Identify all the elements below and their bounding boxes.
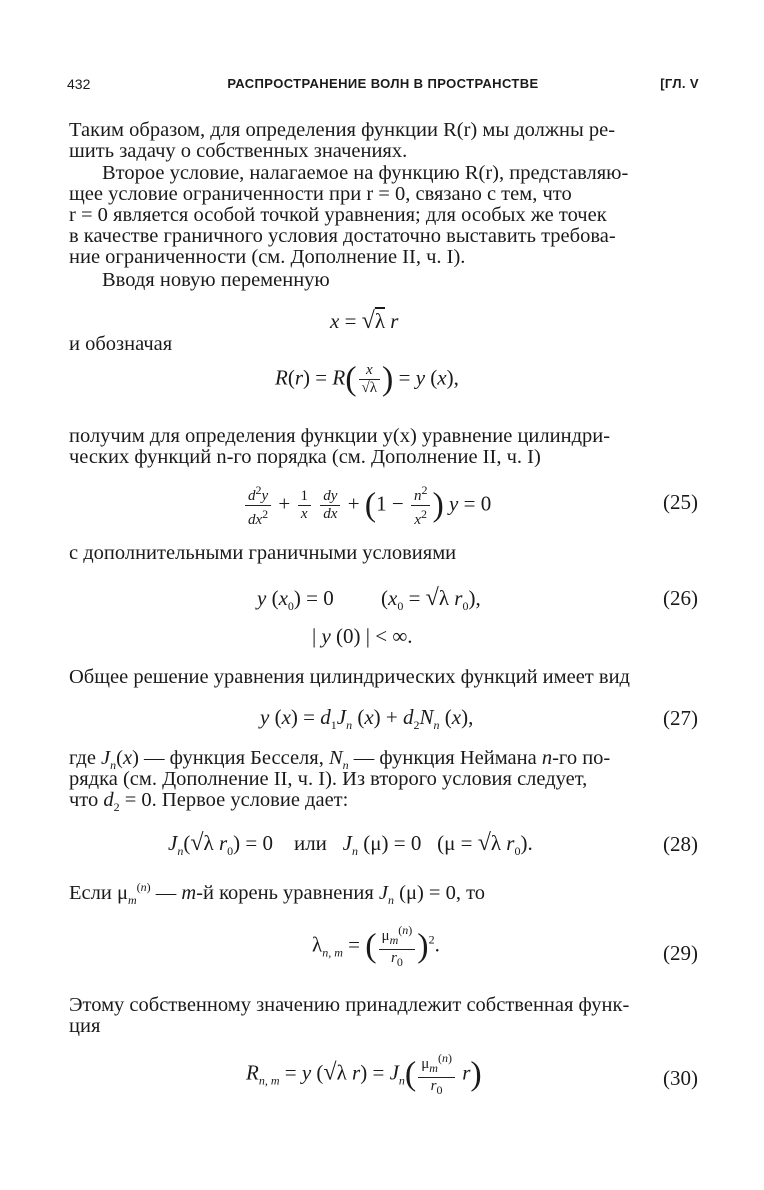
text-line: щее условие ограниченности при r = 0, связано с тем, что — [69, 183, 572, 205]
text-line: Общее решение уравнения цилиндрических функций имеет вид — [69, 666, 630, 688]
text-line: Таким образом, для определения функции R(r) мы должны ре- — [69, 119, 616, 141]
equation-26-boundary: y $(x_0) = 0$ ($x_0 = √\lambda$ $r_0$), — [257, 585, 481, 614]
equation-30: $R_{n, m} = y$ (√λ $r) = J_n$( $\frac{\mu_m^{(n)}}{r_0}$ r) — [246, 1051, 482, 1097]
paragraph-3 — [69, 270, 701, 291]
equation-25: $\frac{d^2y}{dx^2}$ + $\frac{1}{x}$ $\frac{dy}{dx}$ + (1 − $\frac{n^2}{x^2}$ ) y = 0 — [243, 482, 491, 529]
paragraph-9 — [69, 877, 701, 907]
text-line: Вводя новую переменную — [102, 269, 330, 291]
text-line: Этому собственному значению принадлежит собственная функ- — [69, 994, 630, 1016]
paragraph-2 — [69, 163, 701, 268]
running-title: РАСПРОСТРАНЕНИЕ ВОЛН В ПРОСТРАНСТВЕ — [227, 76, 539, 91]
paragraph-8 — [69, 747, 701, 815]
paragraph-1 — [69, 120, 701, 162]
text-line: ческих функций n-го порядка (см. Дополнение II, ч. I) — [69, 446, 541, 468]
paragraph-4 — [69, 334, 701, 355]
chapter-marker: [ГЛ. V — [660, 76, 699, 91]
paragraph-5 — [69, 426, 701, 468]
text-line: с дополнительными граничными условиями — [69, 542, 457, 564]
text-line: получим для определения функции y(x) уравнение цилиндри- — [69, 425, 611, 447]
equation-29: $\lambda_{n, m}$ = ( $\frac{\mu_m^{(n)}}{r_0}$ )$^2$. — [312, 923, 440, 969]
text-line: r = 0 является особой точкой уравнения; для особых же точек — [69, 204, 607, 226]
paragraph-10 — [69, 995, 701, 1037]
equation-number-27: (27) — [663, 706, 698, 730]
equation-28: $J_n(√\lambda$ $r_0) = 0$ или $J_n$ (μ) = 0 (μ = √λ $r_0$). — [168, 830, 533, 859]
text-line: Если $\mu_m^{(n)}$ — m-й корень уравнения $J_n$ (μ) = 0, то — [69, 880, 486, 907]
equation-number-28: (28) — [663, 832, 698, 856]
equation-r-substitution: R(r) = R( $\frac{x}{√\lambda}$ ) = y (x), — [275, 360, 459, 398]
text-line: ция — [69, 1015, 101, 1037]
equation-number-26: (26) — [663, 586, 698, 610]
text-line: ние ограниченности (см. Дополнение II, ч. I). — [69, 246, 466, 268]
running-header — [67, 76, 699, 98]
equation-number-25: (25) — [663, 490, 698, 514]
text-line: Второе условие, налагаемое на функцию R(r), представляю- — [102, 162, 629, 184]
page-number: 432 — [67, 76, 91, 92]
text-line: что $d_2 = 0$. Первое условие дает: — [69, 789, 349, 815]
equation-number-29: (29) — [663, 941, 698, 965]
text-line: рядка (см. Дополнение II, ч. I). Из второго условия следует, — [69, 768, 588, 790]
equation-x-definition: x = √λ r — [330, 308, 399, 334]
text-line: где $J_n(x)$ — функция Бесселя, $N_n$ — функция Неймана n-го по- — [69, 747, 611, 773]
text-line: шить задачу о собственных значениях. — [69, 140, 408, 162]
equation-27: y $(x) = d_1J_n$ $(x) + d_2N_n$ (x), — [260, 705, 474, 733]
text-line: и обозначая — [69, 333, 173, 355]
paragraph-7 — [69, 667, 701, 688]
paragraph-6 — [69, 543, 701, 564]
text-line: в качестве граничного условия достаточно выставить требова- — [69, 225, 616, 247]
equation-26-bounded: | y (0) | < ∞. — [312, 624, 413, 648]
equation-number-30: (30) — [663, 1066, 698, 1090]
